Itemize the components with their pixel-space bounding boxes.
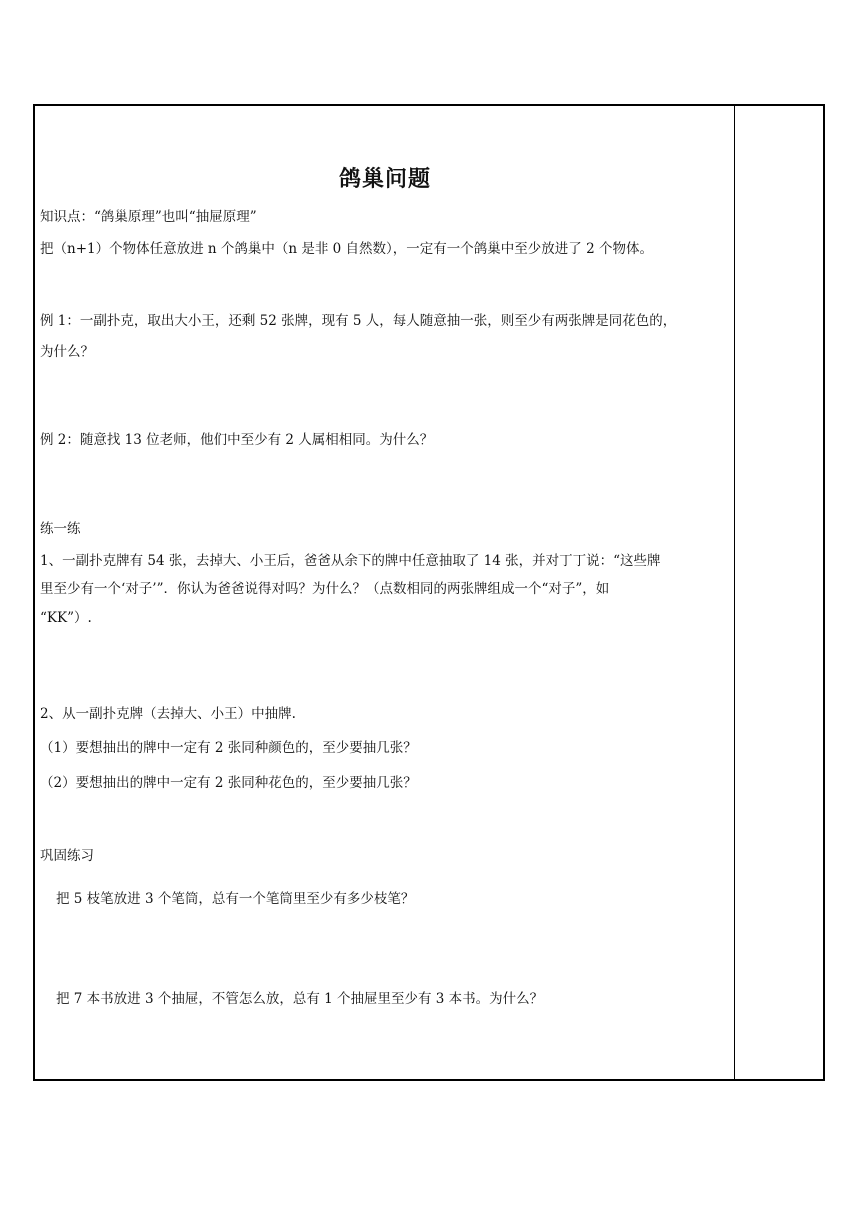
practice-q2-intro: 2、从一副扑克牌（去掉大、小王）中抽牌. [40, 706, 296, 722]
practice-q1-line2: 里至少有一个‘对子’”．你认为爸爸说得对吗？为什么？（点数相同的两张牌组成一个“对子”，如 [40, 581, 610, 597]
practice-heading: 练一练 [40, 521, 81, 537]
page-title: 鸽巢问题 [338, 167, 431, 192]
practice-q2-sub2: （2）要想抽出的牌中一定有 2 张同种花色的，至少要抽几张？ [40, 775, 417, 791]
column-divider [734, 104, 735, 1081]
example2: 例 2：随意找 13 位老师，他们中至少有 2 人属相相同。为什么？ [40, 432, 434, 448]
knowledge-heading: 知识点：“鸽巢原理”也叫“抽屉原理” [40, 209, 257, 225]
practice-q1-line1: 1、一副扑克牌有 54 张，去掉大、小王后，爸爸从余下的牌中任意抽取了 14 张，并对丁丁说：“这些牌 [40, 553, 661, 569]
example1-line2: 为什么？ [40, 344, 94, 360]
consolidation-q1: 把 5 枝笔放进 3 个笔筒，总有一个笔筒里至少有多少枝笔？ [56, 891, 415, 907]
knowledge-statement: 把（n+1）个物体任意放进 n 个鸽巢中（n 是非 0 自然数），一定有一个鸽巢中至少放进了 2 个物体。 [40, 241, 653, 257]
practice-q2-sub1: （1）要想抽出的牌中一定有 2 张同种颜色的，至少要抽几张？ [40, 740, 417, 756]
consolidation-heading: 巩固练习 [40, 848, 94, 864]
example1-line1: 例 1：一副扑克，取出大小王，还剩 52 张牌，现有 5 人，每人随意抽一张，则至少有两张牌是同花色的， [40, 313, 677, 329]
practice-q1-line3: “KK”）. [40, 610, 92, 626]
consolidation-q2: 把 7 本书放进 3 个抽屉，不管怎么放，总有 1 个抽屉里至少有 3 本书。为什么？ [56, 991, 544, 1007]
